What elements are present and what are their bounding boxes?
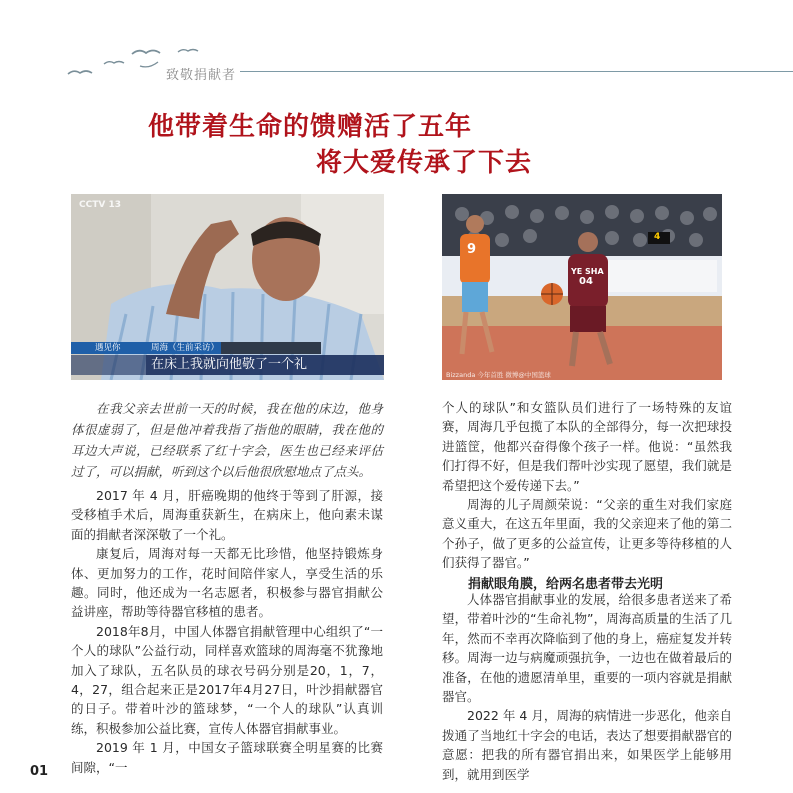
section-subheading: 捐献眼角膜，给两名患者带去光明 [468,577,664,592]
section-label: 致敬捐献者 [166,68,237,83]
page-number: 01 [30,764,49,779]
caption-tag: 遇见你 [95,343,121,353]
photo-watermark: Bizzanda 今年首胜 微博@中国篮球 [446,371,551,379]
caption-tag-detail: 周海（生前采访） [151,343,220,353]
paragraph: 2022 年 4 月，周海的病情进一步恶化，他亲自拨通了当地红十字会的电话，表达了想要捐献器官的意愿：把我的所有器官捐出来，如果医学上能够用到，就用到医学 [442,708,732,782]
column-right-bottom [442,590,732,784]
son-quote: 在我父亲去世前一天的时候，我在他的床边，他身体很虚弱了，但是他冲着我指了指他的眼睛，我在他的耳边大声说，已经联系了红十字会，医生也已经来评估过了，可以捐献，听到这个以后他很欣慰地点了点头。 [71,401,383,479]
paragraph: 2018年8月，中国人体器官捐献管理中心组织了“一个人的球队”公益行动，同样喜欢篮球的周海毫不犹豫地加入了球队，五名队员的球衣号码分别是20，1，7，4，27，组合起来正是2017年4月27日，叶沙捐献器官的日子。带着叶沙的篮球梦，“一个人的球队”认真训练，积极参加公益比赛，宣传人体器官捐献事业。 [71,623,383,736]
paragraph: 2019 年 1 月，中国女子篮球联赛全明星赛的比赛间隙，“一 [71,740,383,775]
column-left [71,486,383,777]
column-right-top [442,398,732,573]
paragraph: 2017 年 4 月，肝癌晚期的他终于等到了肝源，接受移植手术后，周海重获新生，在病床上，他向素未谋面的捐献者深深敬了一个礼。 [71,488,383,542]
tv-logo: CCTV 13 [79,200,121,210]
article-title-line1: 他带着生命的馈赠活了五年 [148,112,473,142]
paragraph: 人体器官捐献事业的发展，给很多患者送来了希望，带着叶沙的“生命礼物”，周海高质量的生活了几年，然而不幸再次降临到了他的身上，癌症复发并转移。周海一边与病魔顽强抗争，一边也在做着最后的准备，在他的遗愿清单里，重要的一项内容就是捐献器官。 [442,592,732,705]
interview-photo [71,194,384,380]
orange-jersey-number: 9 [467,242,477,257]
video-subtitle: 在床上我就向他敬了一个礼 [151,357,308,372]
basketball-scene-image [442,194,722,380]
header-rule [240,71,793,72]
paragraph: 个人的球队”和女篮队员们进行了一场特殊的友谊赛，周海几乎包揽了本队的全部得分，每一次把球投进篮筐，他都兴奋得像个孩子一样。他说：“虽然我们打得不好，但是我们帮叶沙实现了愿望，我们就是希望把这个爱传递下去。” [442,400,732,493]
basketball-photo [442,194,722,380]
jersey-number: 04 [579,276,593,287]
article-title-line2: 将大爱传承了下去 [316,148,533,178]
paragraph: 周海的儿子周颜荣说：“父亲的重生对我们家庭意义重大，在这五年里面，我的父亲迎来了他的第二个孙子，做了更多的公益宣传，让更多等待移植的人们获得了器官。” [442,497,732,571]
jersey-name: YE SHA [571,267,604,276]
paragraph: 康复后，周海对每一天都无比珍惜，他坚持锻炼身体、更加努力的工作，花时间陪伴家人，享受生活的乐趣。同时，他还成为一名志愿者，积极参与器官捐献公益讲座，帮助等待器官移植的患者。 [71,546,383,620]
scoreboard-value: 4 [654,232,661,242]
